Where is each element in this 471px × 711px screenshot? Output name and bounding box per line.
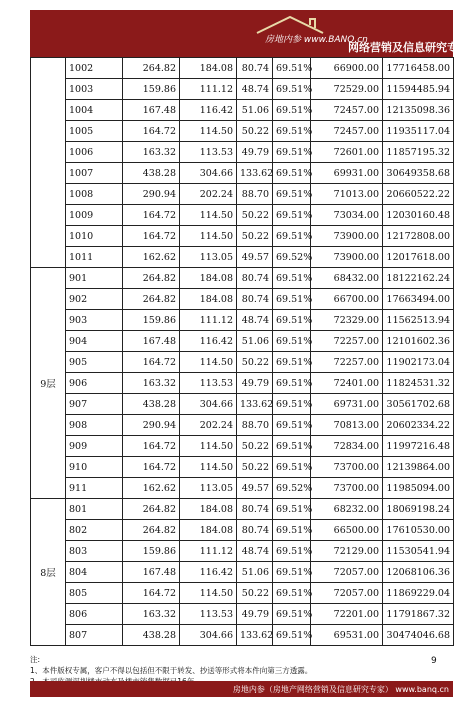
cell-area2: 202.24 xyxy=(180,415,237,436)
cell-area1: 164.72 xyxy=(123,121,180,142)
cell-ratio: 69.51% xyxy=(273,205,311,226)
cell-total: 11530541.94 xyxy=(383,541,454,562)
cell-unit: 1007 xyxy=(66,163,123,184)
header-title: 网络营销及信息研究专家 xyxy=(348,41,469,54)
cell-price: 72329.00 xyxy=(311,310,383,331)
cell-area3: 50.22 xyxy=(237,457,273,478)
cell-total: 12139864.00 xyxy=(383,457,454,478)
cell-area1: 264.82 xyxy=(123,58,180,79)
cell-unit: 1010 xyxy=(66,226,123,247)
cell-total: 20602334.22 xyxy=(383,415,454,436)
cell-area3: 50.22 xyxy=(237,436,273,457)
cell-area3: 48.74 xyxy=(237,541,273,562)
table-row xyxy=(31,352,454,373)
cell-unit: 907 xyxy=(66,394,123,415)
table-row xyxy=(31,625,454,646)
floor-label-cell: 8层 xyxy=(31,499,66,646)
cell-unit: 904 xyxy=(66,331,123,352)
cell-area3: 80.74 xyxy=(237,268,273,289)
cell-area1: 159.86 xyxy=(123,541,180,562)
cell-ratio: 69.51% xyxy=(273,415,311,436)
table-row xyxy=(31,457,454,478)
cell-area3: 80.74 xyxy=(237,289,273,310)
cell-total: 30649358.68 xyxy=(383,163,454,184)
cell-price: 72057.00 xyxy=(311,562,383,583)
cell-area2: 304.66 xyxy=(180,394,237,415)
cell-area1: 167.48 xyxy=(123,331,180,352)
table-row xyxy=(31,58,454,79)
cell-area3: 49.57 xyxy=(237,478,273,499)
cell-unit: 901 xyxy=(66,268,123,289)
cell-total: 30561702.68 xyxy=(383,394,454,415)
cell-area1: 164.72 xyxy=(123,436,180,457)
cell-price: 72834.00 xyxy=(311,436,383,457)
cell-ratio: 69.51% xyxy=(273,184,311,205)
cell-total: 17610530.00 xyxy=(383,520,454,541)
table-row xyxy=(31,184,454,205)
cell-total: 12135098.36 xyxy=(383,100,454,121)
cell-total: 17716458.00 xyxy=(383,58,454,79)
cell-area2: 184.08 xyxy=(180,499,237,520)
table-row xyxy=(31,142,454,163)
cell-area1: 162.62 xyxy=(123,247,180,268)
cell-area2: 114.50 xyxy=(180,352,237,373)
cell-ratio: 69.51% xyxy=(273,562,311,583)
cell-total: 18069198.24 xyxy=(383,499,454,520)
cell-price: 66700.00 xyxy=(311,289,383,310)
cell-price: 70813.00 xyxy=(311,415,383,436)
cell-unit: 903 xyxy=(66,310,123,331)
cell-area3: 49.79 xyxy=(237,373,273,394)
cell-area3: 80.74 xyxy=(237,58,273,79)
cell-area2: 184.08 xyxy=(180,289,237,310)
cell-area1: 438.28 xyxy=(123,394,180,415)
cell-area2: 111.12 xyxy=(180,541,237,562)
cell-unit: 910 xyxy=(66,457,123,478)
cell-area3: 49.57 xyxy=(237,247,273,268)
cell-price: 72201.00 xyxy=(311,604,383,625)
table-row xyxy=(31,247,454,268)
logo-text: 房地内参 www.BANQ.cn xyxy=(265,35,368,45)
cell-area3: 51.06 xyxy=(237,331,273,352)
cell-unit: 806 xyxy=(66,604,123,625)
cell-ratio: 69.51% xyxy=(273,268,311,289)
cell-area2: 113.05 xyxy=(180,478,237,499)
cell-ratio: 69.51% xyxy=(273,541,311,562)
cell-area1: 163.32 xyxy=(123,142,180,163)
cell-area2: 113.53 xyxy=(180,604,237,625)
cell-area3: 49.79 xyxy=(237,142,273,163)
cell-unit: 908 xyxy=(66,415,123,436)
cell-price: 71013.00 xyxy=(311,184,383,205)
floor-label-cell xyxy=(31,58,66,268)
cell-price: 73700.00 xyxy=(311,478,383,499)
cell-area3: 49.79 xyxy=(237,604,273,625)
cell-unit: 801 xyxy=(66,499,123,520)
cell-area3: 80.74 xyxy=(237,499,273,520)
cell-total: 30474046.68 xyxy=(383,625,454,646)
table-row xyxy=(31,478,454,499)
cell-area3: 50.22 xyxy=(237,121,273,142)
table-row xyxy=(31,205,454,226)
table-row xyxy=(31,583,454,604)
cell-area1: 159.86 xyxy=(123,79,180,100)
cell-area2: 113.05 xyxy=(180,247,237,268)
table-row xyxy=(31,541,454,562)
cell-price: 73700.00 xyxy=(311,457,383,478)
cell-ratio: 69.51% xyxy=(273,163,311,184)
cell-area2: 304.66 xyxy=(180,163,237,184)
sales-data-table xyxy=(30,57,454,646)
cell-area3: 88.70 xyxy=(237,184,273,205)
cell-area1: 163.32 xyxy=(123,373,180,394)
page-header-banner xyxy=(30,10,469,57)
table-row xyxy=(31,100,454,121)
cell-price: 73034.00 xyxy=(311,205,383,226)
cell-price: 72401.00 xyxy=(311,373,383,394)
cell-total: 11791867.32 xyxy=(383,604,454,625)
cell-unit: 1011 xyxy=(66,247,123,268)
notes-line-1: 1、本件版权专属，客户不得以包括但不限于转发、抄送等形式将本件向第三方透露。 xyxy=(30,666,313,675)
cell-total: 11562513.94 xyxy=(383,310,454,331)
cell-ratio: 69.51% xyxy=(273,142,311,163)
cell-unit: 905 xyxy=(66,352,123,373)
cell-area1: 164.72 xyxy=(123,583,180,604)
cell-unit: 909 xyxy=(66,436,123,457)
cell-area3: 80.74 xyxy=(237,520,273,541)
table-row xyxy=(31,604,454,625)
cell-unit: 805 xyxy=(66,583,123,604)
cell-area3: 50.22 xyxy=(237,226,273,247)
table-row xyxy=(31,436,454,457)
cell-area3: 50.22 xyxy=(237,205,273,226)
cell-price: 72457.00 xyxy=(311,100,383,121)
cell-ratio: 69.51% xyxy=(273,373,311,394)
cell-ratio: 69.51% xyxy=(273,604,311,625)
table-row xyxy=(31,289,454,310)
cell-area1: 167.48 xyxy=(123,100,180,121)
cell-price: 68232.00 xyxy=(311,499,383,520)
cell-price: 66900.00 xyxy=(311,58,383,79)
cell-ratio: 69.51% xyxy=(273,394,311,415)
cell-unit: 1003 xyxy=(66,79,123,100)
cell-price: 68432.00 xyxy=(311,268,383,289)
cell-unit: 911 xyxy=(66,478,123,499)
cell-total: 11869229.04 xyxy=(383,583,454,604)
cell-price: 72601.00 xyxy=(311,142,383,163)
cell-price: 69931.00 xyxy=(311,163,383,184)
cell-price: 72057.00 xyxy=(311,583,383,604)
cell-unit: 802 xyxy=(66,520,123,541)
notes-label: 注: xyxy=(30,655,41,664)
cell-total: 12030160.48 xyxy=(383,205,454,226)
cell-unit: 1006 xyxy=(66,142,123,163)
cell-area3: 50.22 xyxy=(237,352,273,373)
cell-unit: 804 xyxy=(66,562,123,583)
cell-ratio: 69.51% xyxy=(273,331,311,352)
cell-area2: 114.50 xyxy=(180,436,237,457)
cell-area1: 167.48 xyxy=(123,562,180,583)
cell-area2: 202.24 xyxy=(180,184,237,205)
cell-price: 66500.00 xyxy=(311,520,383,541)
cell-area2: 116.42 xyxy=(180,562,237,583)
cell-price: 73900.00 xyxy=(311,247,383,268)
cell-price: 73900.00 xyxy=(311,226,383,247)
cell-unit: 1004 xyxy=(66,100,123,121)
table-row xyxy=(31,499,454,520)
cell-total: 11594485.94 xyxy=(383,79,454,100)
cell-ratio: 69.51% xyxy=(273,499,311,520)
cell-area1: 264.82 xyxy=(123,499,180,520)
cell-price: 69531.00 xyxy=(311,625,383,646)
cell-ratio: 69.51% xyxy=(273,226,311,247)
cell-area1: 438.28 xyxy=(123,625,180,646)
cell-ratio: 69.51% xyxy=(273,583,311,604)
cell-ratio: 69.51% xyxy=(273,520,311,541)
cell-area1: 264.82 xyxy=(123,289,180,310)
cell-unit: 906 xyxy=(66,373,123,394)
cell-ratio: 69.51% xyxy=(273,457,311,478)
footer-text: 房地内参（房地产网络营销及信息研究专家） www.banq.cn xyxy=(232,685,449,694)
cell-unit: 807 xyxy=(66,625,123,646)
cell-price: 72529.00 xyxy=(311,79,383,100)
cell-area2: 111.12 xyxy=(180,310,237,331)
cell-area2: 113.53 xyxy=(180,373,237,394)
cell-unit: 1002 xyxy=(66,58,123,79)
cell-area3: 51.06 xyxy=(237,562,273,583)
cell-area3: 51.06 xyxy=(237,100,273,121)
cell-total: 11902173.04 xyxy=(383,352,454,373)
cell-ratio: 69.51% xyxy=(273,79,311,100)
cell-area2: 304.66 xyxy=(180,625,237,646)
cell-total: 11857195.32 xyxy=(383,142,454,163)
cell-area2: 184.08 xyxy=(180,520,237,541)
cell-area1: 290.94 xyxy=(123,415,180,436)
cell-total: 11997216.48 xyxy=(383,436,454,457)
cell-price: 72457.00 xyxy=(311,121,383,142)
table-row xyxy=(31,163,454,184)
cell-area1: 164.72 xyxy=(123,205,180,226)
cell-ratio: 69.51% xyxy=(273,625,311,646)
cell-ratio: 69.52% xyxy=(273,478,311,499)
cell-area2: 114.50 xyxy=(180,583,237,604)
cell-ratio: 69.51% xyxy=(273,310,311,331)
cell-area3: 133.62 xyxy=(237,625,273,646)
table-row xyxy=(31,226,454,247)
cell-ratio: 69.51% xyxy=(273,352,311,373)
cell-unit: 1009 xyxy=(66,205,123,226)
cell-total: 20660522.22 xyxy=(383,184,454,205)
table-row xyxy=(31,415,454,436)
table-row xyxy=(31,310,454,331)
cell-area2: 113.53 xyxy=(180,142,237,163)
cell-area1: 162.62 xyxy=(123,478,180,499)
cell-area2: 114.50 xyxy=(180,121,237,142)
cell-area2: 111.12 xyxy=(180,79,237,100)
cell-area3: 133.62 xyxy=(237,394,273,415)
floor-label-cell: 9层 xyxy=(31,268,66,499)
cell-ratio: 69.51% xyxy=(273,289,311,310)
cell-total: 12017618.00 xyxy=(383,247,454,268)
table-row xyxy=(31,331,454,352)
cell-price: 69731.00 xyxy=(311,394,383,415)
cell-ratio: 69.51% xyxy=(273,58,311,79)
cell-ratio: 69.51% xyxy=(273,121,311,142)
cell-area2: 114.50 xyxy=(180,457,237,478)
cell-total: 11935117.04 xyxy=(383,121,454,142)
cell-area1: 163.32 xyxy=(123,604,180,625)
cell-unit: 902 xyxy=(66,289,123,310)
table-row xyxy=(31,121,454,142)
cell-area3: 48.74 xyxy=(237,79,273,100)
table-row xyxy=(31,373,454,394)
cell-area2: 114.50 xyxy=(180,226,237,247)
cell-area1: 164.72 xyxy=(123,226,180,247)
cell-area2: 116.42 xyxy=(180,100,237,121)
cell-area1: 159.86 xyxy=(123,310,180,331)
cell-area2: 114.50 xyxy=(180,205,237,226)
cell-area1: 290.94 xyxy=(123,184,180,205)
cell-total: 12172808.00 xyxy=(383,226,454,247)
cell-area2: 116.42 xyxy=(180,331,237,352)
table-row xyxy=(31,268,454,289)
cell-price: 72129.00 xyxy=(311,541,383,562)
table-row xyxy=(31,562,454,583)
cell-area1: 264.82 xyxy=(123,520,180,541)
cell-price: 72257.00 xyxy=(311,352,383,373)
cell-unit: 1005 xyxy=(66,121,123,142)
cell-total: 18122162.24 xyxy=(383,268,454,289)
cell-area2: 184.08 xyxy=(180,58,237,79)
cell-ratio: 69.52% xyxy=(273,247,311,268)
cell-ratio: 69.51% xyxy=(273,436,311,457)
page-number: 9 xyxy=(431,656,437,666)
cell-total: 11824531.32 xyxy=(383,373,454,394)
cell-total: 12101602.36 xyxy=(383,331,454,352)
cell-ratio: 69.51% xyxy=(273,100,311,121)
cell-total: 11985094.00 xyxy=(383,478,454,499)
cell-area3: 50.22 xyxy=(237,583,273,604)
cell-total: 12068106.36 xyxy=(383,562,454,583)
table-row xyxy=(31,79,454,100)
table-row xyxy=(31,520,454,541)
cell-area2: 184.08 xyxy=(180,268,237,289)
cell-area1: 264.82 xyxy=(123,268,180,289)
cell-unit: 803 xyxy=(66,541,123,562)
cell-area3: 48.74 xyxy=(237,310,273,331)
footer-banner xyxy=(30,681,453,697)
cell-area3: 133.62 xyxy=(237,163,273,184)
cell-area1: 164.72 xyxy=(123,352,180,373)
cell-price: 72257.00 xyxy=(311,331,383,352)
cell-area1: 438.28 xyxy=(123,163,180,184)
cell-area3: 88.70 xyxy=(237,415,273,436)
cell-total: 17663494.00 xyxy=(383,289,454,310)
table-row xyxy=(31,394,454,415)
cell-unit: 1008 xyxy=(66,184,123,205)
cell-area1: 164.72 xyxy=(123,457,180,478)
